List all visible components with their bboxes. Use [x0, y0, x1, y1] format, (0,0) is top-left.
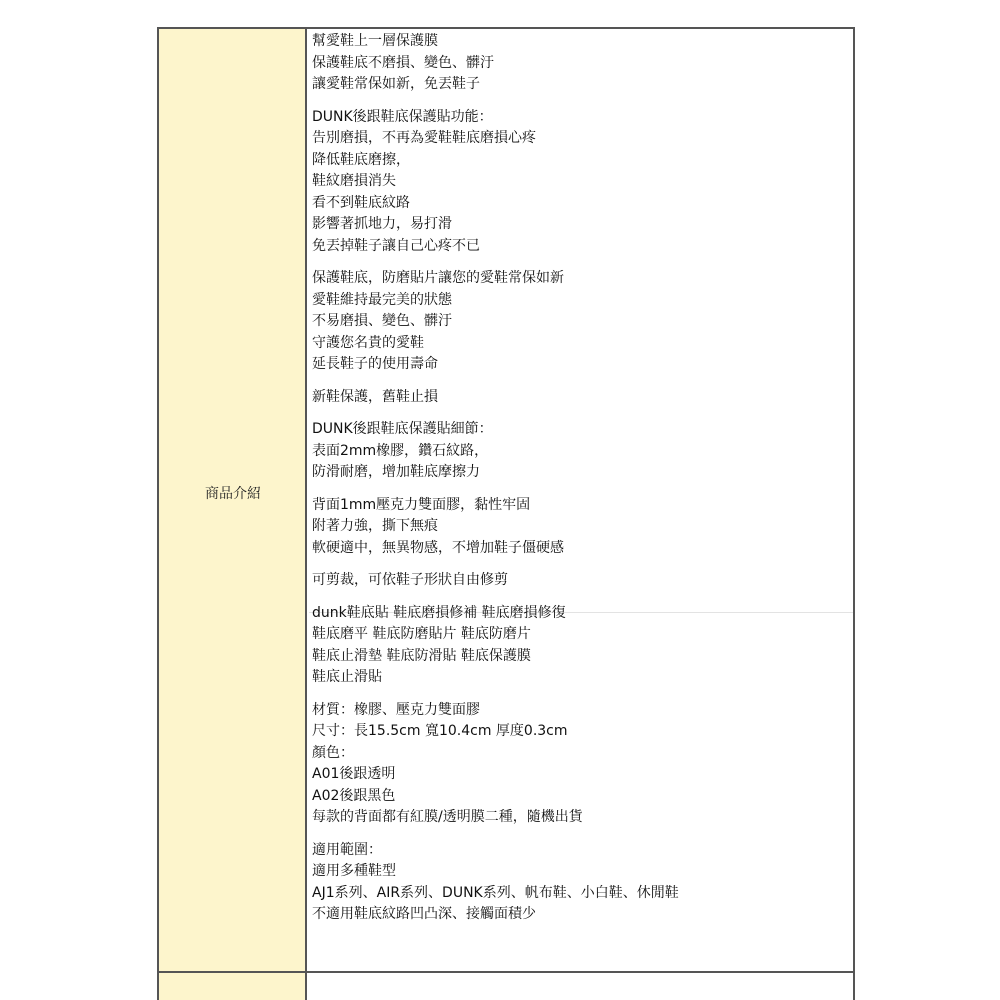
description-line: 愛鞋維持最完美的狀態 — [312, 291, 452, 308]
description-paragraph — [309, 31, 853, 96]
description-line: 幫愛鞋上一層保護膜 — [312, 33, 438, 49]
description-line: A01後跟透明 — [312, 766, 396, 782]
description-line: 防滑耐磨，增加鞋底摩擦力 — [312, 464, 480, 480]
description-line: 新鞋保護，舊鞋止損 — [312, 388, 438, 405]
description-line: 軟硬適中，無異物感，不增加鞋子僵硬感 — [312, 539, 564, 556]
description-line: 顏色： — [312, 744, 354, 761]
description-paragraph — [309, 268, 853, 376]
description-line: 延長鞋子的使用壽命 — [312, 356, 438, 372]
description-line: 表面2mm橡膠，鑽石紋路， — [312, 442, 489, 459]
description-line: 降低鞋底磨擦， — [312, 151, 410, 168]
description-line: 不適用鞋底紋路凹凸深、接觸面積少 — [312, 906, 536, 922]
description-line: 告別磨損，不再為愛鞋鞋底磨損心疼 — [312, 130, 536, 146]
description-line: 看不到鞋底紋路 — [312, 194, 410, 211]
description-line: 適用多種鞋型 — [312, 863, 396, 879]
description-paragraph — [309, 603, 853, 689]
description-cell — [309, 31, 853, 937]
product-info-table — [157, 27, 855, 1000]
description-line: 不易磨損、變色、髒汙 — [312, 313, 452, 329]
description-paragraph — [309, 570, 853, 592]
description-line: 附著力強，撕下無痕 — [312, 518, 438, 534]
label-cell — [159, 29, 307, 1000]
description-line: 每款的背面都有紅膜/透明膜二種，隨機出貨 — [312, 809, 583, 825]
description-line: 鞋紋磨損消失 — [312, 173, 396, 189]
product-intro-label: 商品介紹 — [205, 486, 261, 502]
description-line: 保護鞋底，防磨貼片讓您的愛鞋常保如新 — [312, 270, 564, 286]
description-paragraph — [309, 700, 853, 829]
description-line: A02後跟黑色 — [312, 787, 396, 804]
description-line: 免丟掉鞋子讓自己心疼不已 — [312, 237, 480, 254]
description-line: 材質：橡膠、壓克力雙面膠 — [312, 701, 480, 718]
description-paragraph — [309, 387, 853, 409]
description-line: dunk鞋底貼 鞋底磨損修補 鞋底磨損修復 — [312, 604, 566, 621]
description-line: DUNK後跟鞋底保護貼細節： — [312, 421, 493, 437]
description-line: DUNK後跟鞋底保護貼功能： — [312, 108, 493, 125]
description-paragraph — [309, 107, 853, 258]
description-line: 保護鞋底不磨損、變色、髒汙 — [312, 54, 494, 71]
description-paragraph — [309, 419, 853, 484]
description-paragraph — [309, 495, 853, 560]
description-line: 影響著抓地力，易打滑 — [312, 216, 452, 232]
description-line: 鞋底磨平 鞋底防磨貼片 鞋底防磨片 — [312, 626, 531, 642]
table-bottom-border — [157, 971, 855, 973]
description-line: 守護您名貴的愛鞋 — [312, 334, 424, 351]
description-paragraph — [309, 840, 853, 926]
description-line: 鞋底止滑貼 — [312, 669, 382, 685]
description-line: 背面1mm壓克力雙面膠，黏性牢固 — [312, 496, 531, 513]
description-line: AJ1系列、AIR系列、DUNK系列、帆布鞋、小白鞋、休閒鞋 — [312, 884, 679, 901]
description-line: 適用範圍： — [312, 841, 382, 858]
description-line: 可剪裁，可依鞋子形狀自由修剪 — [312, 572, 508, 588]
description-line: 讓愛鞋常保如新，免丟鞋子 — [312, 76, 480, 92]
description-line: 尺寸：長15.5cm 寬10.4cm 厚度0.3cm — [312, 723, 568, 739]
description-line: 鞋底止滑墊 鞋底防滑貼 鞋底保護膜 — [312, 647, 531, 664]
